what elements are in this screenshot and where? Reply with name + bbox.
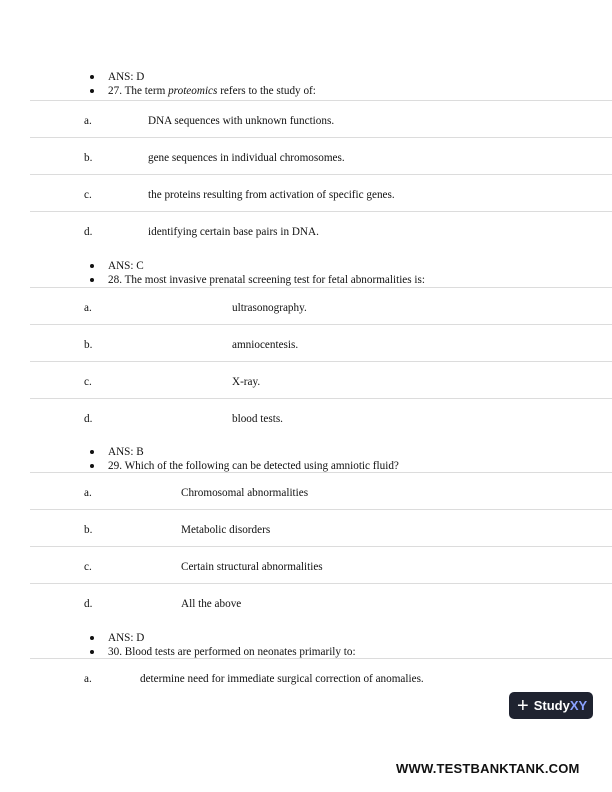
plus-icon: + [517, 694, 529, 717]
option-row: d. blood tests. [84, 413, 283, 425]
option-text: determine need for immediate surgical correction of anomalies. [140, 673, 424, 685]
question-29-header [0, 445, 399, 473]
option-text: All the above [181, 598, 242, 610]
studyxy-logo [509, 692, 593, 719]
question-30-prompt: 30. Blood tests are performed on neonates primarily to: [0, 645, 356, 659]
answer-28: ANS: B [0, 445, 399, 459]
footer-site-link[interactable]: WWW.TESTBANKTANK.COM [396, 761, 580, 776]
option-text: Certain structural abnormalities [181, 561, 323, 573]
answer-27: ANS: C [0, 259, 425, 273]
option-row: c. the proteins resulting from activation of specific genes. [30, 175, 612, 212]
option-text: amniocentesis. [232, 339, 299, 351]
option-text: blood tests. [232, 413, 283, 425]
option-text: identifying certain base pairs in DNA. [148, 226, 319, 238]
option-row: a. determine need for immediate surgical correction of anomalies. [84, 673, 424, 685]
option-text: ultrasonography. [232, 302, 307, 314]
option-text: gene sequences in individual chromosomes. [148, 152, 345, 164]
question-27-prompt: 27. The term proteomics refers to the study of: [0, 84, 316, 98]
option-text: Chromosomal abnormalities [181, 487, 309, 499]
option-row: c. Certain structural abnormalities [30, 547, 612, 584]
option-text: the proteins resulting from activation of specific genes. [148, 189, 395, 201]
question-27-options [30, 100, 612, 248]
option-text: DNA sequences with unknown functions. [148, 115, 335, 127]
option-text: X-ray. [232, 376, 261, 388]
question-27-header [0, 70, 316, 98]
question-28-options [30, 287, 612, 435]
logo-study-text: Study [533, 698, 570, 713]
option-row: c. X-ray. [30, 362, 612, 399]
option-row: d. All the above [84, 598, 242, 610]
question-29-options [30, 472, 612, 620]
option-row: a. DNA sequences with unknown functions. [30, 101, 612, 138]
option-text: Metabolic disorders [181, 524, 271, 536]
option-row: b. Metabolic disorders [30, 510, 612, 547]
option-row: b. gene sequences in individual chromosomes. [30, 138, 612, 175]
answer-29: ANS: D [0, 631, 356, 645]
answer-26: ANS: D [0, 70, 316, 84]
option-row: b. amniocentesis. [30, 325, 612, 362]
question-28-prompt: 28. The most invasive prenatal screening test for fetal abnormalities is: [0, 273, 425, 287]
logo-xy-text: XY [569, 698, 588, 713]
option-row: a. Chromosomal abnormalities [30, 473, 612, 510]
option-row: d. identifying certain base pairs in DNA. [84, 226, 319, 238]
question-30-header [0, 631, 356, 659]
proteomics-term: proteomics [168, 85, 218, 97]
question-28-header [0, 259, 425, 287]
option-row: a. ultrasonography. [30, 288, 612, 325]
question-29-prompt: 29. Which of the following can be detected using amniotic fluid? [0, 459, 399, 473]
question-30-options [30, 658, 612, 695]
